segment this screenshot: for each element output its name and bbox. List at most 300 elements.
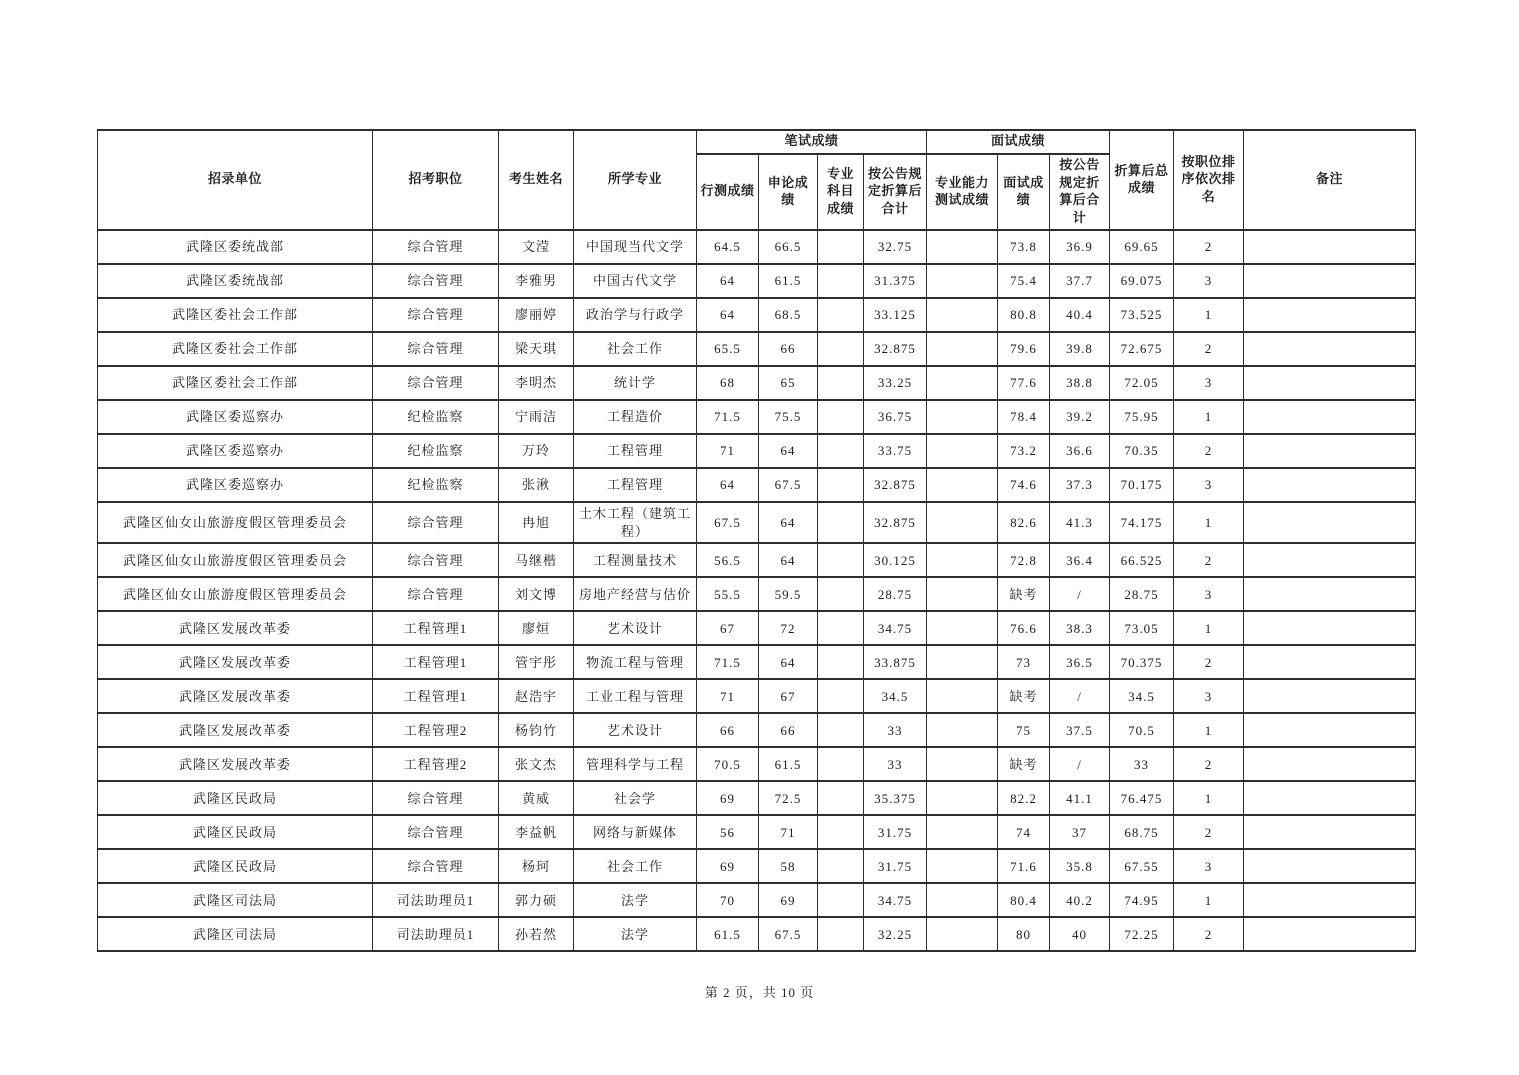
cell-position: 司法助理员1 [373,917,499,951]
table-row [98,713,1416,747]
cell-interview: 73.2 [998,434,1050,468]
col-header-subject-score: 专业科目成绩 [818,154,864,230]
cell-written-total: 35.375 [864,781,927,815]
cell-name: 李明杰 [499,366,574,400]
cell-final-total: 70.175 [1110,468,1174,502]
cell-shenlun: 64 [759,645,818,679]
cell-subject [818,577,864,611]
cell-remarks [1244,849,1416,883]
cell-final-total: 34.5 [1110,679,1174,713]
cell-final-total: 28.75 [1110,577,1174,611]
cell-rank: 3 [1174,468,1244,502]
table-body [98,230,1416,951]
cell-interview: 79.6 [998,332,1050,366]
cell-final-total: 70.375 [1110,645,1174,679]
cell-name: 冉旭 [499,502,574,543]
cell-position: 综合管理 [373,502,499,543]
cell-final-total: 74.95 [1110,883,1174,917]
col-header-written-converted-total: 按公告规定折算后合计 [864,154,927,230]
cell-written-total: 32.875 [864,468,927,502]
cell-position: 综合管理 [373,849,499,883]
cell-major: 房地产经营与估价 [574,577,697,611]
cell-xingce: 70 [697,883,759,917]
cell-final-total: 72.675 [1110,332,1174,366]
cell-shenlun: 71 [759,815,818,849]
col-header-rank: 按职位排序依次排名 [1174,130,1244,230]
cell-position: 综合管理 [373,264,499,298]
cell-written-total: 33.75 [864,434,927,468]
cell-subject [818,679,864,713]
cell-written-total: 32.875 [864,502,927,543]
cell-shenlun: 64 [759,502,818,543]
cell-final-total: 70.5 [1110,713,1174,747]
cell-position: 工程管理1 [373,645,499,679]
header-group-row [98,130,1416,154]
cell-final-total: 75.95 [1110,400,1174,434]
cell-unit: 武隆区发展改革委 [98,645,373,679]
cell-remarks [1244,679,1416,713]
cell-unit: 武隆区委巡察办 [98,400,373,434]
cell-xingce: 64 [697,264,759,298]
cell-remarks [1244,502,1416,543]
table-row [98,815,1416,849]
cell-position: 综合管理 [373,543,499,577]
table-row [98,611,1416,645]
cell-position: 综合管理 [373,366,499,400]
cell-major: 政治学与行政学 [574,298,697,332]
cell-subject [818,815,864,849]
cell-interview: 77.6 [998,366,1050,400]
cell-subject [818,781,864,815]
cell-ability [927,502,998,543]
table-header [98,130,1416,230]
cell-interview-total: / [1050,747,1110,781]
cell-remarks [1244,883,1416,917]
cell-final-total: 72.25 [1110,917,1174,951]
cell-unit: 武隆区民政局 [98,849,373,883]
cell-xingce: 71.5 [697,400,759,434]
cell-xingce: 69 [697,849,759,883]
cell-rank: 1 [1174,400,1244,434]
cell-major: 物流工程与管理 [574,645,697,679]
table-row [98,781,1416,815]
cell-unit: 武隆区发展改革委 [98,747,373,781]
cell-remarks [1244,400,1416,434]
cell-subject [818,400,864,434]
score-table [97,129,1416,952]
cell-shenlun: 68.5 [759,298,818,332]
cell-xingce: 64.5 [697,230,759,264]
cell-shenlun: 64 [759,543,818,577]
cell-interview: 74 [998,815,1050,849]
cell-interview: 缺考 [998,577,1050,611]
cell-name: 杨珂 [499,849,574,883]
table-row [98,366,1416,400]
cell-ability [927,230,998,264]
cell-shenlun: 66 [759,332,818,366]
cell-ability [927,577,998,611]
cell-interview: 74.6 [998,468,1050,502]
cell-position: 工程管理2 [373,747,499,781]
cell-unit: 武隆区发展改革委 [98,611,373,645]
cell-major: 工程管理 [574,468,697,502]
col-header-remarks: 备注 [1244,130,1416,230]
cell-shenlun: 66 [759,713,818,747]
cell-written-total: 34.5 [864,679,927,713]
cell-remarks [1244,645,1416,679]
table-row [98,849,1416,883]
cell-position: 综合管理 [373,298,499,332]
col-header-shenlun-score: 申论成绩 [759,154,818,230]
cell-subject [818,230,864,264]
cell-ability [927,264,998,298]
cell-position: 司法助理员1 [373,883,499,917]
col-header-ability-test-score: 专业能力测试成绩 [927,154,998,230]
cell-ability [927,543,998,577]
cell-major: 工程造价 [574,400,697,434]
cell-xingce: 66 [697,713,759,747]
cell-ability [927,611,998,645]
cell-xingce: 56.5 [697,543,759,577]
cell-rank: 2 [1174,747,1244,781]
cell-ability [927,645,998,679]
cell-rank: 2 [1174,645,1244,679]
table-row [98,502,1416,543]
cell-name: 李益帆 [499,815,574,849]
cell-interview: 缺考 [998,679,1050,713]
cell-interview-total: / [1050,679,1110,713]
cell-unit: 武隆区司法局 [98,917,373,951]
cell-xingce: 65.5 [697,332,759,366]
page-number-text: 第 2 页，共 10 页 [704,985,815,1000]
cell-interview-total: 39.2 [1050,400,1110,434]
cell-position: 纪检监察 [373,434,499,468]
cell-interview-total: / [1050,577,1110,611]
cell-subject [818,298,864,332]
cell-ability [927,747,998,781]
cell-subject [818,502,864,543]
cell-rank: 2 [1174,332,1244,366]
cell-written-total: 28.75 [864,577,927,611]
cell-shenlun: 59.5 [759,577,818,611]
cell-interview-total: 37.3 [1050,468,1110,502]
cell-remarks [1244,298,1416,332]
cell-subject [818,611,864,645]
cell-ability [927,434,998,468]
cell-name: 杨钧竹 [499,713,574,747]
cell-interview-total: 36.4 [1050,543,1110,577]
cell-remarks [1244,747,1416,781]
cell-name: 廖烜 [499,611,574,645]
cell-rank: 2 [1174,815,1244,849]
cell-interview-total: 37 [1050,815,1110,849]
cell-ability [927,468,998,502]
col-header-interview-score: 面试成绩 [998,154,1050,230]
cell-ability [927,815,998,849]
cell-position: 综合管理 [373,230,499,264]
cell-final-total: 68.75 [1110,815,1174,849]
cell-rank: 2 [1174,917,1244,951]
cell-interview: 73.8 [998,230,1050,264]
cell-name: 黄威 [499,781,574,815]
cell-written-total: 33.125 [864,298,927,332]
cell-interview: 72.8 [998,543,1050,577]
cell-interview: 76.6 [998,611,1050,645]
cell-final-total: 69.65 [1110,230,1174,264]
cell-major: 中国古代文学 [574,264,697,298]
cell-shenlun: 64 [759,434,818,468]
cell-rank: 3 [1174,679,1244,713]
cell-written-total: 31.75 [864,849,927,883]
cell-subject [818,645,864,679]
cell-interview: 缺考 [998,747,1050,781]
table-row [98,298,1416,332]
cell-position: 综合管理 [373,332,499,366]
cell-shenlun: 58 [759,849,818,883]
cell-subject [818,366,864,400]
cell-unit: 武隆区委巡察办 [98,468,373,502]
cell-final-total: 66.525 [1110,543,1174,577]
cell-interview: 78.4 [998,400,1050,434]
cell-xingce: 55.5 [697,577,759,611]
cell-unit: 武隆区发展改革委 [98,679,373,713]
cell-xingce: 64 [697,298,759,332]
cell-written-total: 31.375 [864,264,927,298]
cell-written-total: 33 [864,747,927,781]
cell-written-total: 32.875 [864,332,927,366]
cell-ability [927,332,998,366]
cell-interview-total: 35.8 [1050,849,1110,883]
cell-major: 统计学 [574,366,697,400]
cell-interview-total: 37.5 [1050,713,1110,747]
cell-major: 社会学 [574,781,697,815]
cell-interview: 75.4 [998,264,1050,298]
cell-remarks [1244,434,1416,468]
cell-rank: 1 [1174,611,1244,645]
cell-unit: 武隆区仙女山旅游度假区管理委员会 [98,543,373,577]
cell-ability [927,849,998,883]
cell-written-total: 34.75 [864,883,927,917]
cell-remarks [1244,366,1416,400]
cell-xingce: 67.5 [697,502,759,543]
cell-unit: 武隆区委社会工作部 [98,298,373,332]
cell-xingce: 71.5 [697,645,759,679]
cell-unit: 武隆区仙女山旅游度假区管理委员会 [98,577,373,611]
cell-interview-total: 38.8 [1050,366,1110,400]
col-header-candidate-name: 考生姓名 [499,130,574,230]
col-group-interview-score: 面试成绩 [927,130,1110,154]
cell-rank: 3 [1174,366,1244,400]
cell-subject [818,332,864,366]
table-row [98,917,1416,951]
cell-interview: 82.6 [998,502,1050,543]
cell-name: 郭力硕 [499,883,574,917]
cell-subject [818,434,864,468]
cell-rank: 3 [1174,849,1244,883]
cell-interview-total: 40.4 [1050,298,1110,332]
cell-subject [818,747,864,781]
cell-interview-total: 39.8 [1050,332,1110,366]
cell-remarks [1244,543,1416,577]
cell-unit: 武隆区委统战部 [98,264,373,298]
col-header-final-total: 折算后总成绩 [1110,130,1174,230]
cell-major: 土木工程（建筑工程） [574,502,697,543]
cell-xingce: 56 [697,815,759,849]
table-row [98,230,1416,264]
cell-written-total: 33.875 [864,645,927,679]
cell-rank: 1 [1174,298,1244,332]
cell-interview-total: 41.1 [1050,781,1110,815]
cell-subject [818,849,864,883]
cell-written-total: 30.125 [864,543,927,577]
cell-remarks [1244,577,1416,611]
col-header-position: 招考职位 [373,130,499,230]
cell-unit: 武隆区发展改革委 [98,713,373,747]
table-row [98,332,1416,366]
cell-xingce: 61.5 [697,917,759,951]
table-row [98,577,1416,611]
cell-final-total: 73.05 [1110,611,1174,645]
cell-major: 艺术设计 [574,611,697,645]
cell-shenlun: 61.5 [759,747,818,781]
cell-subject [818,883,864,917]
cell-final-total: 70.35 [1110,434,1174,468]
cell-remarks [1244,332,1416,366]
cell-major: 工程管理 [574,434,697,468]
cell-shenlun: 75.5 [759,400,818,434]
cell-rank: 1 [1174,502,1244,543]
cell-major: 社会工作 [574,849,697,883]
cell-shenlun: 61.5 [759,264,818,298]
cell-position: 工程管理1 [373,611,499,645]
cell-position: 纪检监察 [373,400,499,434]
cell-shenlun: 65 [759,366,818,400]
cell-final-total: 69.075 [1110,264,1174,298]
cell-rank: 1 [1174,781,1244,815]
cell-subject [818,917,864,951]
cell-name: 宁雨洁 [499,400,574,434]
cell-shenlun: 67 [759,679,818,713]
cell-remarks [1244,917,1416,951]
cell-written-total: 31.75 [864,815,927,849]
cell-interview: 82.2 [998,781,1050,815]
cell-interview: 75 [998,713,1050,747]
cell-final-total: 33 [1110,747,1174,781]
cell-unit: 武隆区委社会工作部 [98,332,373,366]
cell-interview: 73 [998,645,1050,679]
cell-ability [927,917,998,951]
cell-major: 社会工作 [574,332,697,366]
cell-remarks [1244,468,1416,502]
cell-rank: 2 [1174,230,1244,264]
cell-xingce: 64 [697,468,759,502]
cell-rank: 1 [1174,713,1244,747]
cell-shenlun: 67.5 [759,468,818,502]
cell-major: 管理科学与工程 [574,747,697,781]
cell-written-total: 32.75 [864,230,927,264]
cell-interview-total: 37.7 [1050,264,1110,298]
cell-interview-total: 40 [1050,917,1110,951]
table-row [98,400,1416,434]
table-row [98,434,1416,468]
cell-major: 工业工程与管理 [574,679,697,713]
cell-subject [818,713,864,747]
cell-position: 综合管理 [373,815,499,849]
cell-xingce: 71 [697,679,759,713]
cell-xingce: 68 [697,366,759,400]
table-row [98,264,1416,298]
cell-interview: 80 [998,917,1050,951]
cell-shenlun: 72.5 [759,781,818,815]
cell-ability [927,366,998,400]
cell-ability [927,883,998,917]
cell-interview-total: 36.9 [1050,230,1110,264]
cell-final-total: 74.175 [1110,502,1174,543]
cell-shenlun: 66.5 [759,230,818,264]
cell-name: 文滢 [499,230,574,264]
cell-interview-total: 38.3 [1050,611,1110,645]
cell-final-total: 76.475 [1110,781,1174,815]
cell-unit: 武隆区仙女山旅游度假区管理委员会 [98,502,373,543]
cell-ability [927,713,998,747]
cell-remarks [1244,230,1416,264]
cell-ability [927,781,998,815]
cell-major: 法学 [574,883,697,917]
table-row [98,679,1416,713]
cell-rank: 2 [1174,434,1244,468]
cell-name: 张湫 [499,468,574,502]
cell-final-total: 67.55 [1110,849,1174,883]
cell-final-total: 72.05 [1110,366,1174,400]
cell-name: 管宇彤 [499,645,574,679]
cell-unit: 武隆区委社会工作部 [98,366,373,400]
cell-name: 孙若然 [499,917,574,951]
cell-written-total: 33 [864,713,927,747]
cell-position: 综合管理 [373,577,499,611]
page-footer [0,982,1519,1001]
cell-major: 网络与新媒体 [574,815,697,849]
cell-interview: 71.6 [998,849,1050,883]
cell-xingce: 67 [697,611,759,645]
cell-position: 工程管理1 [373,679,499,713]
cell-unit: 武隆区委巡察办 [98,434,373,468]
cell-major: 法学 [574,917,697,951]
cell-xingce: 70.5 [697,747,759,781]
cell-interview-total: 41.3 [1050,502,1110,543]
cell-remarks [1244,713,1416,747]
cell-remarks [1244,815,1416,849]
cell-ability [927,400,998,434]
cell-ability [927,679,998,713]
table-row [98,645,1416,679]
cell-major: 中国现当代文学 [574,230,697,264]
cell-name: 赵浩宇 [499,679,574,713]
cell-subject [818,264,864,298]
cell-name: 廖丽婷 [499,298,574,332]
cell-written-total: 32.25 [864,917,927,951]
cell-name: 万玲 [499,434,574,468]
cell-name: 刘文博 [499,577,574,611]
cell-rank: 3 [1174,264,1244,298]
cell-position: 工程管理2 [373,713,499,747]
table-row [98,468,1416,502]
cell-subject [818,468,864,502]
cell-interview: 80.4 [998,883,1050,917]
table-row [98,543,1416,577]
cell-name: 张文杰 [499,747,574,781]
cell-major: 艺术设计 [574,713,697,747]
cell-rank: 3 [1174,577,1244,611]
